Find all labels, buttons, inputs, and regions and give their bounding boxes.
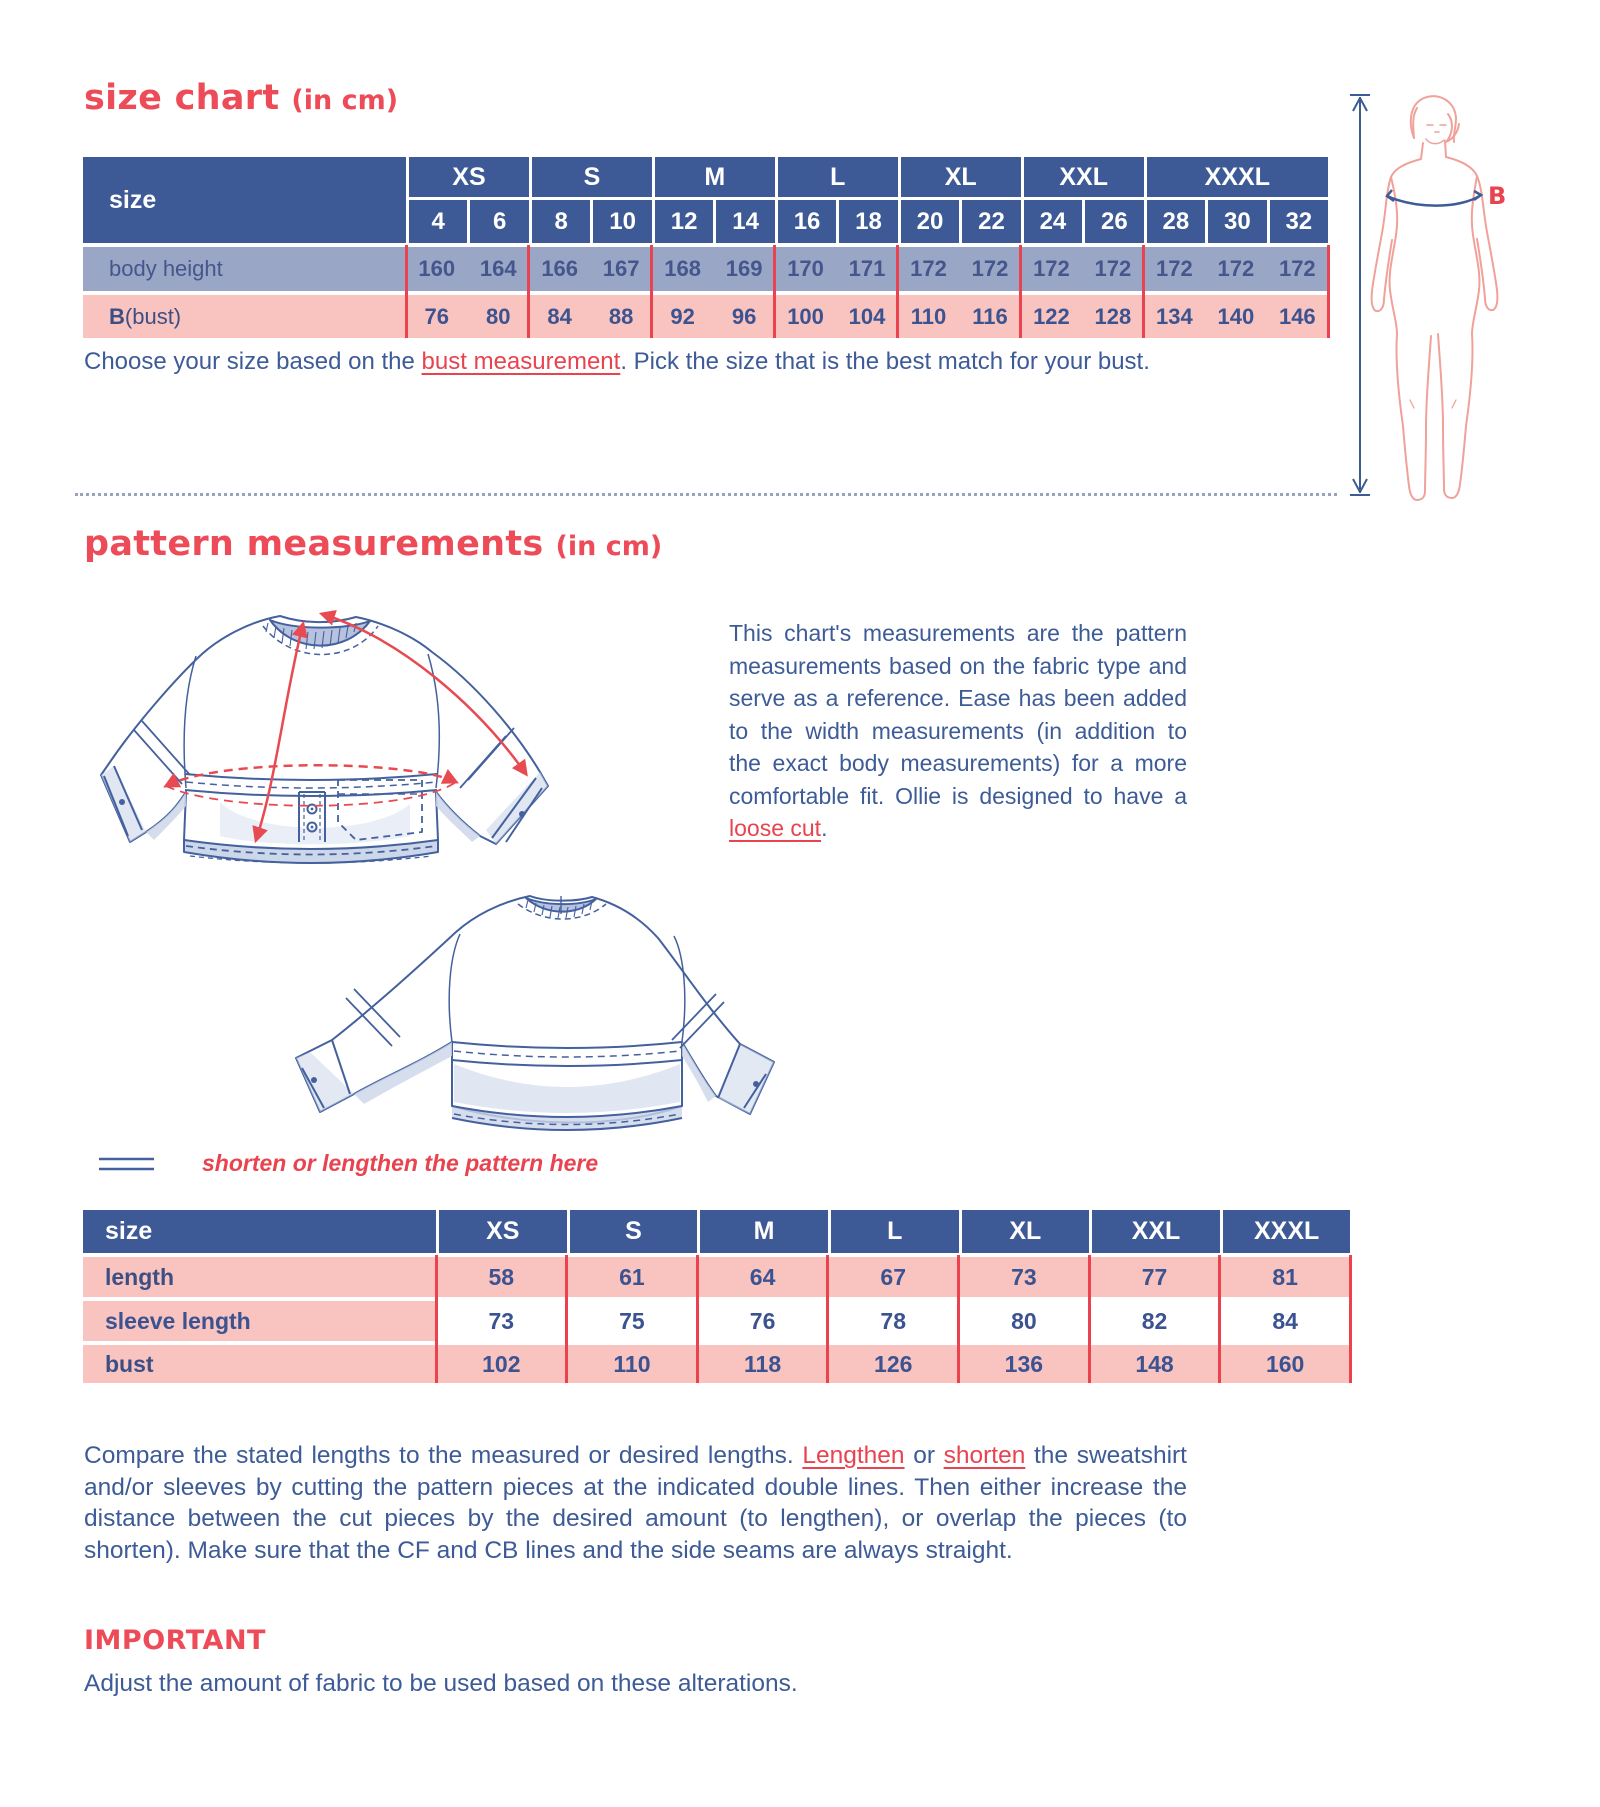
- text-segment: . Pick the size that is the best match for your bust.: [620, 348, 1150, 375]
- front-technical-drawing: [70, 590, 640, 880]
- measurement-cell: 168: [664, 256, 701, 281]
- size-column-header-XXXL: XXXL: [1223, 1210, 1351, 1253]
- measurement-cell: 172: [971, 256, 1009, 281]
- row-label: B (bust): [109, 303, 182, 329]
- size-column-header-L: L: [831, 1210, 959, 1253]
- numeric-size-cell: 4: [409, 200, 467, 243]
- measurement-cell: 75: [619, 1307, 645, 1334]
- measurement-cell: 172: [1156, 256, 1193, 281]
- measurement-cell: 122: [1033, 303, 1070, 329]
- text-segment: Choose your size based on the: [84, 348, 422, 375]
- bust-row: [83, 1345, 1350, 1383]
- size-column-header-XXL: XXL: [1092, 1210, 1220, 1253]
- numeric-size-cell: 20: [901, 200, 959, 243]
- measurement-cell: 116: [972, 303, 1008, 329]
- measurement-cell: 171: [848, 256, 886, 281]
- size-group-separator: [1142, 245, 1145, 338]
- emphasized-term: shorten: [943, 1442, 1026, 1469]
- measurement-cell: 170: [787, 256, 824, 281]
- size-group-separator: [527, 245, 530, 338]
- column-separator: [1349, 1255, 1352, 1383]
- size-group-separator: [650, 245, 653, 338]
- measurement-cell: 81: [1272, 1263, 1298, 1290]
- size-column-header-M: M: [700, 1210, 828, 1253]
- measurement-cell: 118: [744, 1350, 782, 1377]
- measurement-cell: 164: [479, 256, 517, 281]
- row-label: sleeve length: [105, 1307, 251, 1334]
- important-note: Adjust the amount of fabric to be used based on these alterations.: [84, 1670, 798, 1697]
- text-segment: .: [821, 815, 828, 841]
- measurement-cell: 77: [1141, 1263, 1168, 1290]
- column-separator: [1088, 1255, 1091, 1383]
- measurement-cell: 80: [485, 303, 511, 329]
- numeric-size-cell: 16: [778, 200, 836, 243]
- heading-unit: (in cm): [291, 85, 399, 116]
- measurement-cell: 84: [547, 303, 572, 329]
- size-group-header-S: S: [532, 157, 652, 197]
- measurement-cell: 82: [1141, 1307, 1168, 1334]
- measurement-cell: 100: [787, 303, 824, 329]
- column-separator: [565, 1255, 568, 1383]
- measurement-cell: 172: [1217, 256, 1255, 281]
- numeric-size-cell: 22: [962, 200, 1020, 243]
- numeric-size-cell: 8: [532, 200, 590, 243]
- measurement-cell: 172: [910, 256, 947, 281]
- sleeve-length-row: [83, 1301, 1350, 1341]
- measurements-table: [83, 1210, 1351, 1383]
- size-group-separator: [1019, 245, 1022, 338]
- row-label: bust: [105, 1350, 154, 1377]
- size-group-header-M: M: [655, 157, 775, 197]
- numeric-size-cell: 10: [593, 200, 651, 243]
- numeric-size-cell: 28: [1147, 200, 1205, 243]
- measurement-cell: 88: [608, 303, 634, 329]
- heading-text: pattern measurements: [84, 524, 544, 564]
- pattern-measurements-heading: [84, 524, 662, 564]
- numeric-size-cell: 12: [655, 200, 713, 243]
- size-group-separator: [405, 245, 408, 338]
- size-chart-heading: [84, 78, 398, 118]
- measurement-cell: 61: [619, 1263, 645, 1290]
- size-group-header-L: L: [778, 157, 898, 197]
- measurement-cell: 73: [488, 1307, 515, 1334]
- size-group-separator: [773, 245, 776, 338]
- measurement-cell: 146: [1278, 303, 1316, 329]
- measurement-cell: 58: [488, 1263, 515, 1290]
- size-chart-corner-cell: size: [83, 157, 406, 243]
- choose-size-note: [84, 346, 1338, 377]
- text-segment: Compare the stated lengths to the measured or desired lengths.: [84, 1442, 803, 1469]
- numeric-size-cell: 14: [716, 200, 774, 243]
- measurement-cell: 169: [725, 256, 763, 281]
- measurement-cell: 166: [541, 256, 579, 281]
- section-divider: [75, 493, 1337, 496]
- measurement-cell: 136: [1004, 1350, 1044, 1377]
- column-separator: [435, 1255, 438, 1383]
- row-label: body height: [109, 256, 223, 281]
- measurement-cell: 92: [670, 303, 695, 329]
- size-group-header-XXL: XXL: [1024, 157, 1144, 197]
- measurement-cell: 172: [1278, 256, 1316, 281]
- heading-text: size chart: [84, 78, 280, 118]
- measurement-cell: 126: [874, 1350, 913, 1377]
- numeric-size-cell: 30: [1208, 200, 1266, 243]
- back-technical-drawing: [228, 856, 808, 1156]
- measurement-cell: 172: [1033, 256, 1070, 281]
- measurement-cell: 67: [880, 1263, 907, 1290]
- numeric-size-cell: 24: [1024, 200, 1082, 243]
- text-segment: This chart's measurements are the pattern measurements based on the fabric type and serve as a reference. Ease has been added to the width measurements (in addition to the exact body measurements) for a more comfortable fit. Ollie is designed to have a: [729, 620, 1187, 809]
- size-group-separator: [896, 245, 899, 338]
- measurement-cell: 172: [1094, 256, 1132, 281]
- measurements-corner-cell: size: [83, 1210, 436, 1253]
- size-group-header-XXXL: XXXL: [1147, 157, 1328, 197]
- measurement-cell: 160: [1265, 1350, 1305, 1377]
- measurement-cell: 76: [749, 1307, 776, 1334]
- measurement-cell: 134: [1156, 303, 1193, 329]
- shorten-lengthen-symbol-icon: [98, 1154, 156, 1174]
- measurement-cell: 104: [848, 303, 886, 329]
- female-figure: [1372, 96, 1498, 500]
- column-separator: [1218, 1255, 1221, 1383]
- measurement-cell: 64: [749, 1263, 776, 1290]
- measurement-cell: 128: [1094, 303, 1132, 329]
- compare-lengths-note: [84, 1440, 1187, 1566]
- size-column-header-XS: XS: [439, 1210, 567, 1253]
- measurement-cell: 84: [1272, 1307, 1298, 1334]
- size-column-header-S: S: [570, 1210, 698, 1253]
- length-row: [83, 1257, 1350, 1297]
- bust-measure-line: [1387, 190, 1481, 206]
- bust-letter-label: B: [1488, 182, 1507, 210]
- measurement-cell: 148: [1135, 1350, 1174, 1377]
- numeric-size-cell: 18: [839, 200, 897, 243]
- measurement-cell: 96: [731, 303, 757, 329]
- measurement-cell: 140: [1217, 303, 1255, 329]
- heading-unit: (in cm): [555, 531, 663, 562]
- measurement-cell: 160: [418, 256, 456, 281]
- measurement-cell: 102: [482, 1350, 521, 1377]
- legend: [98, 1150, 598, 1177]
- measurement-cell: 78: [880, 1307, 907, 1334]
- important-heading: IMPORTANT: [84, 1625, 266, 1656]
- numeric-size-cell: 26: [1085, 200, 1143, 243]
- numeric-size-cell: 32: [1270, 200, 1328, 243]
- pattern-measurements-note: [729, 617, 1187, 845]
- emphasized-term: Lengthen: [802, 1442, 905, 1469]
- text-segment: or: [904, 1442, 944, 1469]
- size-group-header-XS: XS: [409, 157, 529, 197]
- text-segment: the sweatshirt and/or sleeves by cutting the pattern pieces at the indicated double lines. Then either increase the distance between the cut pieces by the desired amount (to lengthen), or overlap the pieces (to shorten). Make sure that the CF and CB lines and the side seams are always straight.: [84, 1442, 1187, 1564]
- numeric-size-cell: 6: [470, 200, 528, 243]
- measurement-cell: 76: [424, 303, 449, 329]
- body-measurement-figure: [1326, 70, 1586, 510]
- measurement-cell: 80: [1011, 1307, 1037, 1334]
- legend-label: shorten or lengthen the pattern here: [202, 1150, 599, 1176]
- body-height-arrow-icon: [1350, 95, 1370, 495]
- emphasized-term: loose cut: [729, 815, 822, 841]
- measurement-cell: 110: [910, 303, 947, 329]
- measurement-cell: 110: [613, 1350, 651, 1377]
- measurement-cell: 73: [1011, 1263, 1037, 1290]
- column-separator: [696, 1255, 699, 1383]
- column-separator: [826, 1255, 829, 1383]
- size-column-header-XL: XL: [962, 1210, 1090, 1253]
- row-label: length: [105, 1263, 174, 1290]
- size-group-header-XL: XL: [901, 157, 1021, 197]
- emphasized-term: bust measurement: [421, 348, 621, 375]
- column-separator: [957, 1255, 960, 1383]
- measurement-cell: 167: [602, 256, 640, 281]
- size-chart-table: [83, 157, 1329, 338]
